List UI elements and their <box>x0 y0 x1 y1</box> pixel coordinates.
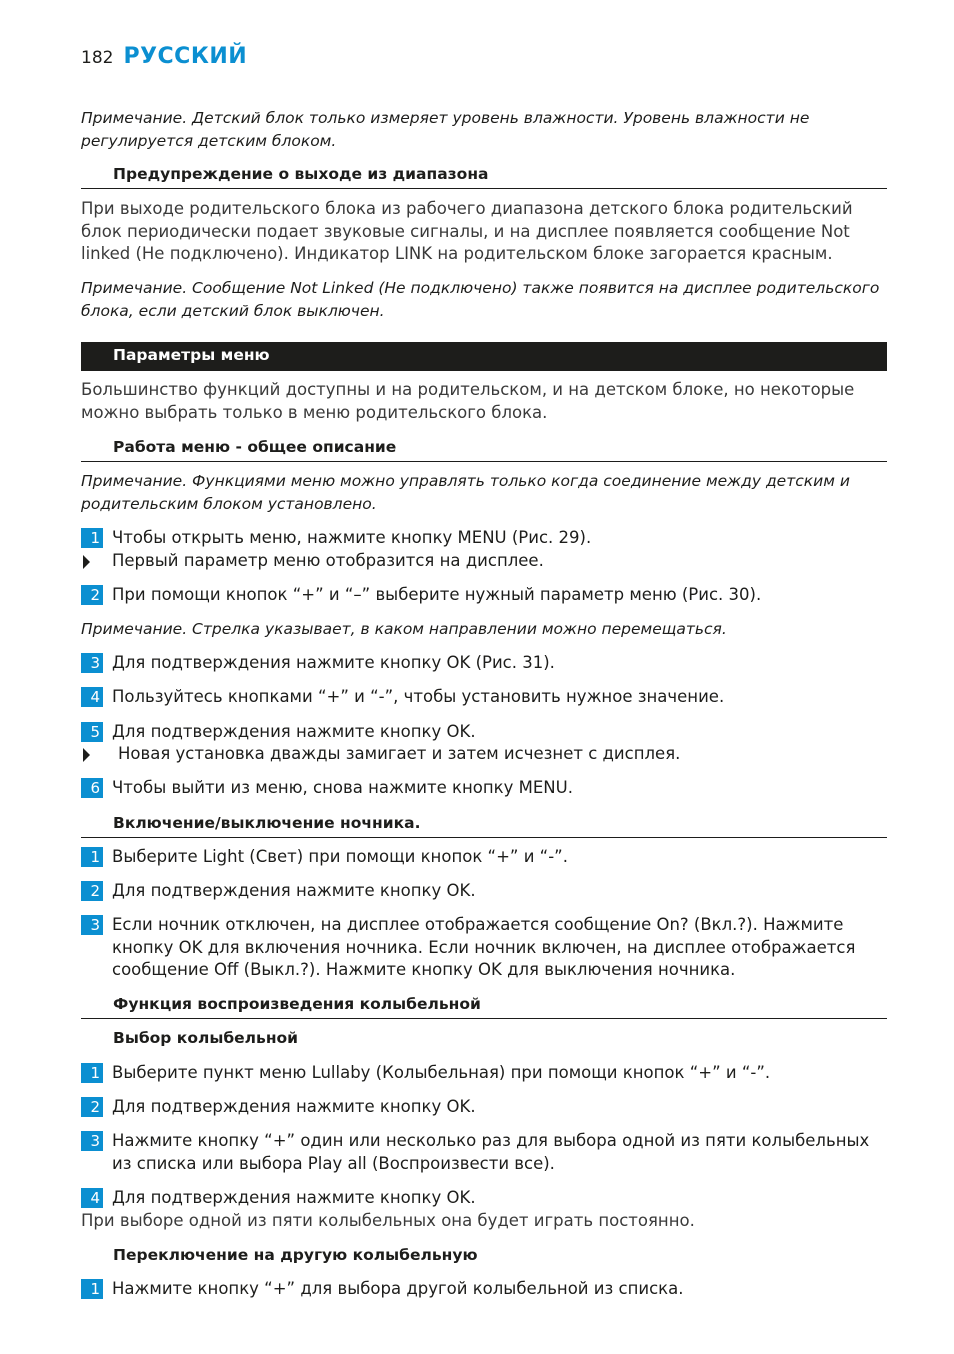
nightlight-heading-text: Включение/выключение ночника. <box>113 814 421 832</box>
menu-arrow-note: Примечание. Стрелка указывает, в каком направлении можно перемещаться. <box>81 620 727 638</box>
lullaby-step-1 <box>81 1062 887 1085</box>
step-number: 2 <box>81 881 103 901</box>
result-text: Первый параметр меню отобразится на дисплее. <box>112 551 544 570</box>
menu-step-4 <box>81 686 887 709</box>
nightlight-step-1 <box>81 846 887 869</box>
step-number: 3 <box>81 915 103 935</box>
lullaby-select-heading-text: Выбор колыбельной <box>113 1029 299 1047</box>
step-text: Для подтверждения нажмите кнопку OK. <box>112 1188 476 1207</box>
range-warning-heading <box>81 163 887 189</box>
step-text: Нажмите кнопку “+” для выбора другой колыбельной из списка. <box>112 1279 684 1298</box>
menu-step-3 <box>81 652 887 675</box>
menu-step-6 <box>81 777 887 800</box>
step-number: 2 <box>81 1097 103 1117</box>
step-number: 1 <box>81 847 103 867</box>
menu-step-5 <box>81 721 887 744</box>
menu-result-5 <box>81 743 887 766</box>
menu-general-note: Примечание. Функциями меню можно управлять только когда соединение между детским и родительским блоком установлено. <box>81 472 850 513</box>
menu-result-1 <box>81 550 887 573</box>
step-text: Нажмите кнопку “+” один или несколько раз для выбора одной из пяти колыбельных из списка или выбора Play all (Воспроизвести все). <box>112 1131 870 1173</box>
menu-params-heading-text: Параметры меню <box>113 346 270 364</box>
menu-step-1 <box>81 527 887 550</box>
nightlight-heading <box>81 812 887 838</box>
range-warning-note: Примечание. Сообщение Not Linked (Не подключено) также появится на дисплее родительского блока, если детский блок выключен. <box>81 279 880 320</box>
step-text: Пользуйтесь кнопками “+” и “-”, чтобы установить нужное значение. <box>112 687 725 706</box>
language-title: РУССКИЙ <box>123 44 248 69</box>
menu-params-body: Большинство функций доступны и на родительском, и на детском блоке, но некоторые можно выбрать только в меню родительского блока. <box>81 380 855 422</box>
menu-general-heading <box>81 436 887 462</box>
nightlight-step-3 <box>81 914 887 982</box>
result-text: Новая установка дважды замигает и затем исчезнет с дисплея. <box>118 744 681 763</box>
step-number: 3 <box>81 1131 103 1151</box>
step-number: 1 <box>81 1063 103 1083</box>
lullaby-select-heading <box>81 1027 887 1053</box>
lullaby-switch-step-1 <box>81 1278 887 1301</box>
range-warning-body: При выходе родительского блока из рабочего диапазона детского блока родительский блок периодически подает звуковые сигналы, и на дисплее появляется сообщение Not linked (Не подключено). Индикатор LINK на родительском блоке загорается красным. <box>81 199 853 263</box>
step-number: 5 <box>81 722 103 742</box>
lullaby-switch-heading-text: Переключение на другую колыбельную <box>113 1246 478 1264</box>
step-number: 2 <box>81 585 103 605</box>
result-arrow-icon <box>81 551 93 571</box>
lullaby-after-text: При выборе одной из пяти колыбельных она будет играть постоянно. <box>81 1211 695 1230</box>
step-text: Чтобы открыть меню, нажмите кнопку MENU (Рис. 29). <box>112 528 592 547</box>
step-text: Если ночник отключен, на дисплее отображается сообщение On? (Вкл.?). Нажмите кнопку OK для включения ночника. Если ночник включен, на дисплее отображается сообщение Off (Выкл.?). Нажмите кнопку OK для выключения ночника. <box>112 915 856 979</box>
result-arrow-icon <box>81 744 93 764</box>
lullaby-step-3 <box>81 1130 887 1175</box>
range-warning-heading-text: Предупреждение о выходе из диапазона <box>113 165 489 183</box>
page-number: 182 <box>81 48 114 68</box>
step-text: При помощи кнопок “+” и “–” выберите нужный параметр меню (Рис. 30). <box>112 585 762 604</box>
menu-general-heading-text: Работа меню - общее описание <box>113 438 397 456</box>
menu-params-heading <box>81 342 887 371</box>
step-number: 1 <box>81 528 103 548</box>
step-text: Выберите Light (Свет) при помощи кнопок “+” и “-”. <box>112 847 568 866</box>
step-text: Чтобы выйти из меню, снова нажмите кнопку MENU. <box>112 778 573 797</box>
step-number: 3 <box>81 653 103 673</box>
page-header <box>81 44 247 78</box>
step-text: Для подтверждения нажмите кнопку OK (Рис. 31). <box>112 653 555 672</box>
step-text: Для подтверждения нажмите кнопку OK. <box>112 722 476 741</box>
step-number: 1 <box>81 1279 103 1299</box>
lullaby-heading <box>81 993 887 1019</box>
menu-step-2 <box>81 584 887 607</box>
nightlight-step-2 <box>81 880 887 903</box>
humidity-note: Примечание. Детский блок только измеряет уровень влажности. Уровень влажности не регулируется детским блоком. <box>81 109 810 150</box>
step-text: Для подтверждения нажмите кнопку OK. <box>112 881 476 900</box>
step-number: 4 <box>81 687 103 707</box>
step-number: 6 <box>81 778 103 798</box>
step-text: Для подтверждения нажмите кнопку OK. <box>112 1097 476 1116</box>
lullaby-step-2 <box>81 1096 887 1119</box>
lullaby-step-4 <box>81 1187 887 1210</box>
lullaby-switch-heading <box>81 1244 887 1270</box>
step-text: Выберите пункт меню Lullaby (Колыбельная) при помощи кнопок “+” и “-”. <box>112 1063 771 1082</box>
lullaby-heading-text: Функция воспроизведения колыбельной <box>113 995 481 1013</box>
step-number: 4 <box>81 1188 103 1208</box>
